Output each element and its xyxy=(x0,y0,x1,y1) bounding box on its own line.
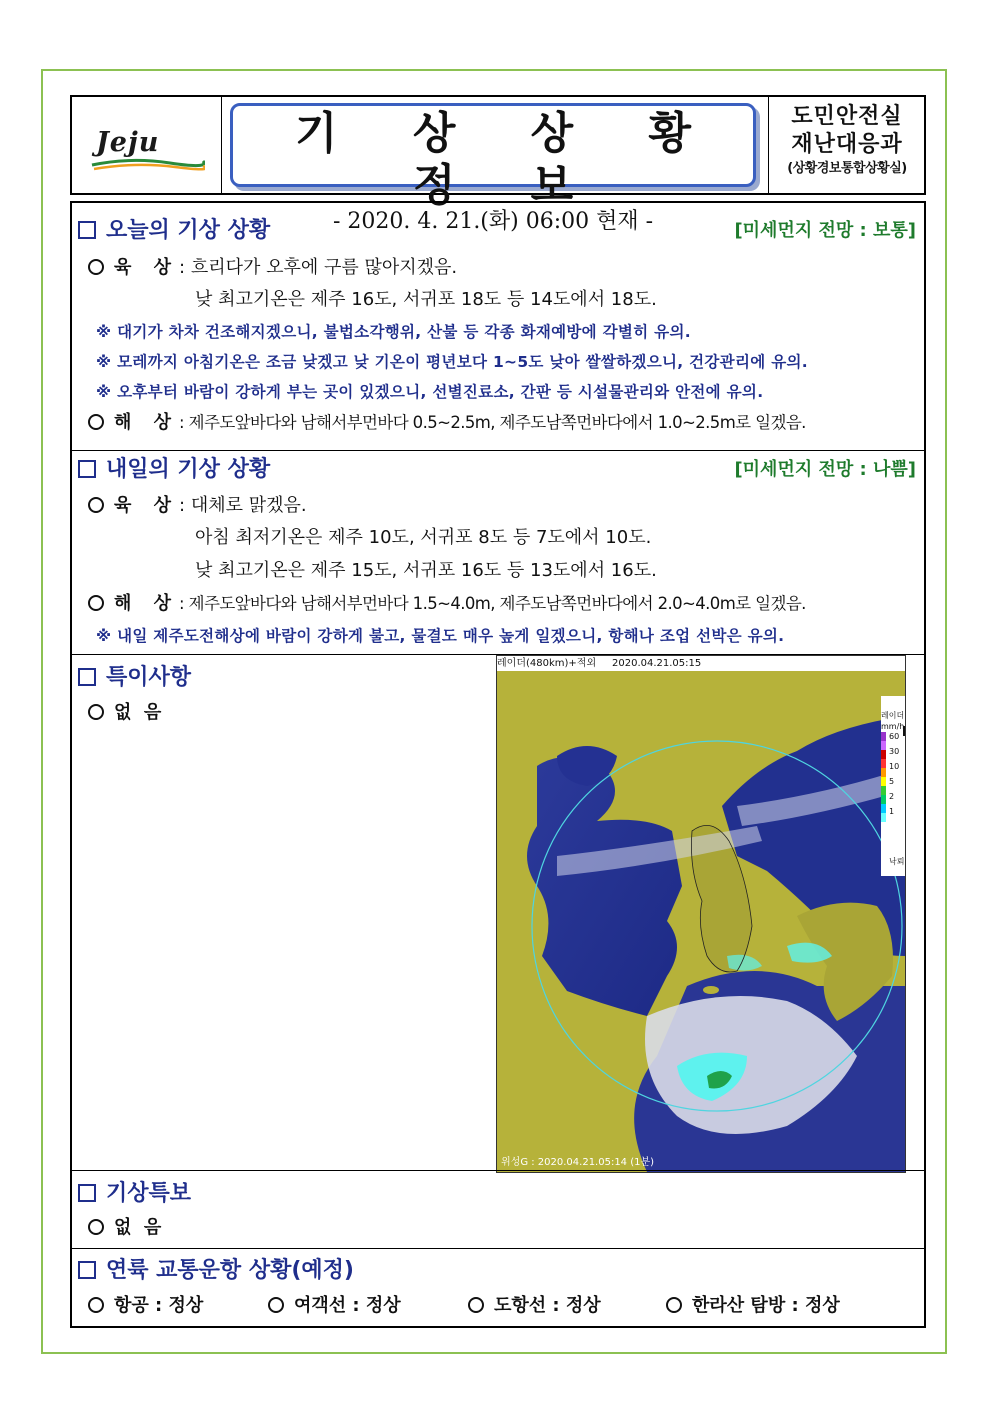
legend-swatch xyxy=(881,759,886,768)
legend-value: 60 xyxy=(889,732,900,741)
page-title: 기 상 상 황 정 보 xyxy=(295,108,721,211)
dept-name: 도민안전실 xyxy=(791,104,903,129)
circle-bullet-icon xyxy=(88,414,104,430)
circle-bullet-icon xyxy=(468,1297,484,1313)
today-note-1: ※ 대기가 차차 건조해지겠으니, 불법소각행위, 산불 등 각종 화재예방에 각별히 유의. xyxy=(96,323,691,341)
dept-office: (상황경보통합상황실) xyxy=(787,161,907,176)
legend-value: 1 xyxy=(889,807,895,816)
checkbox-square-icon xyxy=(78,1184,96,1202)
title-box xyxy=(230,103,756,234)
legend-value: 30 xyxy=(889,747,900,756)
traffic-ferry: 여객선 : 정상 xyxy=(268,1292,401,1320)
traffic-airline: 항공 : 정상 xyxy=(88,1292,203,1320)
checkbox-square-icon xyxy=(78,460,96,478)
legend-swatch xyxy=(881,750,886,759)
divider xyxy=(72,1170,924,1171)
circle-bullet-icon xyxy=(88,595,104,611)
legend-unit: mm/h xyxy=(881,722,905,731)
report-date: - 2020. 4. 21.(화) 06:00 현재 - xyxy=(332,209,654,234)
divider xyxy=(72,1248,924,1249)
tomorrow-section-title: 내일의 기상 상황 xyxy=(78,456,270,484)
today-dust-forecast: [미세먼지 전망 : 보통] xyxy=(734,220,916,241)
warning-item: 없 음 xyxy=(88,1214,161,1242)
tomorrow-land-max: 낮 최고기온은 제주 15도, 서귀포 16도 등 13도에서 16도. xyxy=(195,560,657,581)
checkbox-square-icon xyxy=(78,668,96,686)
special-section-title: 특이사항 xyxy=(78,664,191,692)
circle-bullet-icon xyxy=(666,1297,682,1313)
dept-division: 재난대응과 xyxy=(791,132,903,157)
circle-bullet-icon xyxy=(268,1297,284,1313)
content-table xyxy=(70,201,926,1328)
logo-cell xyxy=(72,97,222,193)
today-sea: 해 상: 제주도앞바다와 남해서부먼바다 0.5~2.5m, 제주도남쪽먼바다에서 1.0~2.5m로 일겠음. xyxy=(88,409,806,437)
today-note-2: ※ 모레까지 아침기온은 조금 낮겠고 낮 기온이 평년보다 1~5도 낮아 쌀쌀하겠으니, 건강관리에 유의. xyxy=(96,353,808,371)
warning-section-title: 기상특보 xyxy=(78,1180,191,1208)
legend-swatch xyxy=(881,768,886,777)
department-cell xyxy=(768,97,925,193)
divider xyxy=(72,450,924,451)
legend-value: 2 xyxy=(889,792,895,801)
today-section-title: 오늘의 기상 상황 xyxy=(78,217,270,245)
legend-swatch xyxy=(881,795,886,804)
legend-lightning: 낙뢰 xyxy=(889,857,905,866)
circle-bullet-icon xyxy=(88,259,104,275)
traffic-section-title: 연륙 교통운항 상황(예정) xyxy=(78,1257,354,1285)
logo-swoosh-icon xyxy=(90,155,205,171)
tomorrow-dust-forecast: [미세먼지 전망 : 나쁨] xyxy=(734,459,916,480)
circle-bullet-icon xyxy=(88,704,104,720)
checkbox-square-icon xyxy=(78,1261,96,1279)
traffic-hallasan: 한라산 탐방 : 정상 xyxy=(666,1292,840,1320)
satellite-time: 위성G : 2020.04.21.05:14 (1분) xyxy=(501,1157,655,1168)
tomorrow-land: 육 상: 대체로 맑겠음. xyxy=(88,492,307,520)
circle-bullet-icon xyxy=(88,1219,104,1235)
today-land: 육 상: 흐리다가 오후에 구름 많아지겠음. xyxy=(88,254,457,282)
tomorrow-note: ※ 내일 제주도전해상에 바람이 강하게 불고, 물결도 매우 높게 일겠으니, 항해나 조업 선박은 유의. xyxy=(96,627,785,645)
tomorrow-sea: 해 상: 제주도앞바다와 남해서부먼바다 1.5~4.0m, 제주도남쪽먼바다에서 2.0~4.0m로 일겠음. xyxy=(88,590,806,618)
circle-bullet-icon xyxy=(88,497,104,513)
legend-swatch xyxy=(881,786,886,795)
tomorrow-land-min: 아침 최저기온은 제주 10도, 서귀포 8도 등 7도에서 10도. xyxy=(195,527,652,548)
legend-swatch xyxy=(881,777,886,786)
legend-swatch xyxy=(881,741,886,750)
legend-value: 10 xyxy=(889,762,900,771)
legend-swatch xyxy=(881,804,886,813)
legend-title: 레이더 xyxy=(881,711,905,720)
satellite-map xyxy=(497,656,905,1172)
circle-bullet-icon xyxy=(88,1297,104,1313)
today-note-3: ※ 오후부터 바람이 강하게 부는 곳이 있겠으니, 선별진료소, 간판 등 시설물관리와 안전에 유의. xyxy=(96,383,764,401)
checkbox-square-icon xyxy=(78,221,96,239)
radar-caption: 레이더(480km)+적외 2020.04.21.05:15 xyxy=(497,656,905,671)
jeju-logo: Jeju xyxy=(96,127,160,158)
special-item: 없 음 xyxy=(88,699,161,727)
legend-swatch xyxy=(881,732,886,741)
today-land-temp: 낮 최고기온은 제주 16도, 서귀포 18도 등 14도에서 18도. xyxy=(195,289,657,310)
radar-satellite-image xyxy=(496,655,906,1173)
legend-swatch xyxy=(881,813,886,822)
legend-value: 5 xyxy=(889,777,895,786)
traffic-island-ferry: 도항선 : 정상 xyxy=(468,1292,601,1320)
